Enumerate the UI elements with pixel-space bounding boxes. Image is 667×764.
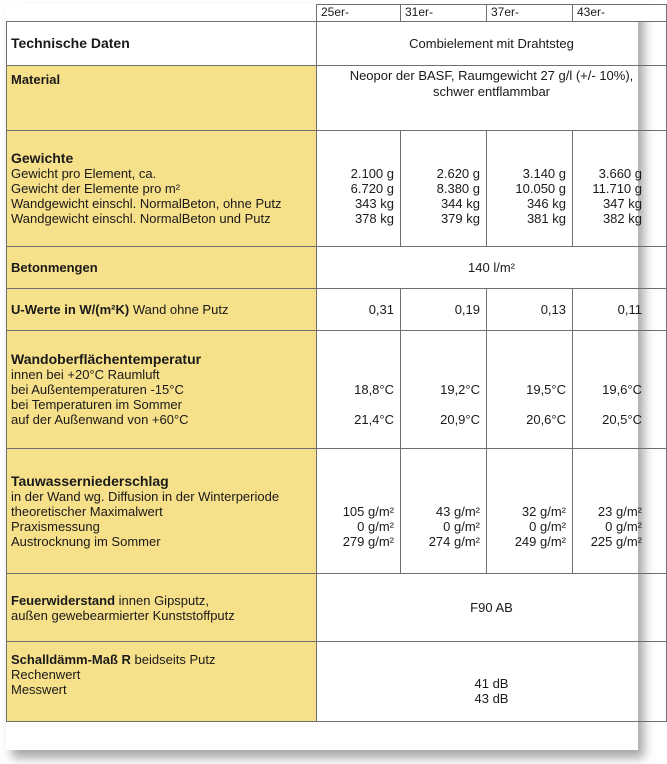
value-cell: 0,19 bbox=[401, 289, 487, 331]
row-gewichte bbox=[7, 131, 667, 247]
row-value: 140 l/m² bbox=[317, 247, 667, 289]
column-header: 37er- bbox=[487, 5, 573, 22]
row-label: U-Werte in W/(m²K) Wand ohne Putz bbox=[7, 289, 317, 331]
row-feuerwiderstand bbox=[7, 574, 667, 642]
row-label bbox=[7, 131, 317, 247]
value-cell: 19,6°C 20,5°C bbox=[573, 331, 667, 449]
row-technische-daten bbox=[7, 22, 667, 66]
gewichte-line: Wandgewicht einschl. NormalBeton, ohne Putz bbox=[11, 196, 282, 211]
row-wandoberflaechentemperatur bbox=[7, 331, 667, 449]
row-schalldaemm bbox=[7, 642, 667, 722]
value-cell: 0,11 bbox=[573, 289, 667, 331]
row-label: Wandoberflächentemperatur innen bei +20°C Raumluft bei Außentemperaturen -15°C bei Temperaturen im Sommer auf der Außenwand von +60°C bbox=[7, 331, 317, 449]
row-label: Material bbox=[7, 66, 317, 131]
column-header-row bbox=[7, 5, 667, 22]
value-cell: 0,13 bbox=[487, 289, 573, 331]
material-line-2: schwer entflammbar bbox=[432, 84, 551, 99]
row-label: Technische Daten bbox=[7, 22, 317, 66]
value-cell: 43 g/m² 0 g/m² 274 g/m² bbox=[401, 449, 487, 574]
row-label: Schalldämm-Maß R beidseits Putz Rechenwert Messwert bbox=[7, 642, 317, 722]
value-cell: 2.100 g 6.720 g 343 kg 378 kg bbox=[317, 131, 401, 247]
value-cell: 0,31 bbox=[317, 289, 401, 331]
gewichte-title: Gewichte bbox=[11, 150, 74, 166]
row-tauwasserniederschlag bbox=[7, 449, 667, 574]
row-value: Combielement mit Drahtsteg bbox=[317, 22, 667, 66]
row-value: 41 dB 43 dB bbox=[317, 642, 667, 722]
column-header: 25er- bbox=[317, 5, 401, 22]
value-cell: 19,5°C 20,6°C bbox=[487, 331, 573, 449]
header-blank bbox=[7, 5, 317, 22]
column-header: 31er- bbox=[401, 5, 487, 22]
row-label: Tauwasserniederschlag in der Wand wg. Diffusion in der Winterperiode theoretischer Maximalwert Praxismessung Austrocknung im Sommer bbox=[7, 449, 317, 574]
value-cell: 2.620 g 8.380 g 344 kg 379 kg bbox=[401, 131, 487, 247]
row-betonmengen bbox=[7, 247, 667, 289]
row-value bbox=[317, 66, 667, 131]
column-header: 43er- bbox=[573, 5, 667, 22]
value-cell: 18,8°C 21,4°C bbox=[317, 331, 401, 449]
row-label: Betonmengen bbox=[7, 247, 317, 289]
gewichte-line: Gewicht der Elemente pro m² bbox=[11, 181, 181, 196]
value-cell: 3.140 g 10.050 g 346 kg 381 kg bbox=[487, 131, 573, 247]
value-cell: 105 g/m² 0 g/m² 279 g/m² bbox=[317, 449, 401, 574]
spec-table-page bbox=[6, 4, 642, 750]
value-cell: 23 g/m² 0 g/m² 225 g/m² bbox=[573, 449, 667, 574]
gewichte-line: Wandgewicht einschl. NormalBeton und Putz bbox=[11, 211, 271, 226]
row-value: F90 AB bbox=[317, 574, 667, 642]
value-cell: 32 g/m² 0 g/m² 249 g/m² bbox=[487, 449, 573, 574]
spec-table bbox=[6, 4, 667, 722]
row-material bbox=[7, 66, 667, 131]
row-u-werte bbox=[7, 289, 667, 331]
value-cell: 3.660 g 11.710 g 347 kg 382 kg bbox=[573, 131, 667, 247]
material-line-1: Neopor der BASF, Raumgewicht 27 g/l (+/- 10%), bbox=[349, 68, 634, 83]
row-label: Feuerwiderstand innen Gipsputz, außen gewebearmierter Kunststoffputz bbox=[7, 574, 317, 642]
value-cell: 19,2°C 20,9°C bbox=[401, 331, 487, 449]
gewichte-line: Gewicht pro Element, ca. bbox=[11, 166, 157, 181]
